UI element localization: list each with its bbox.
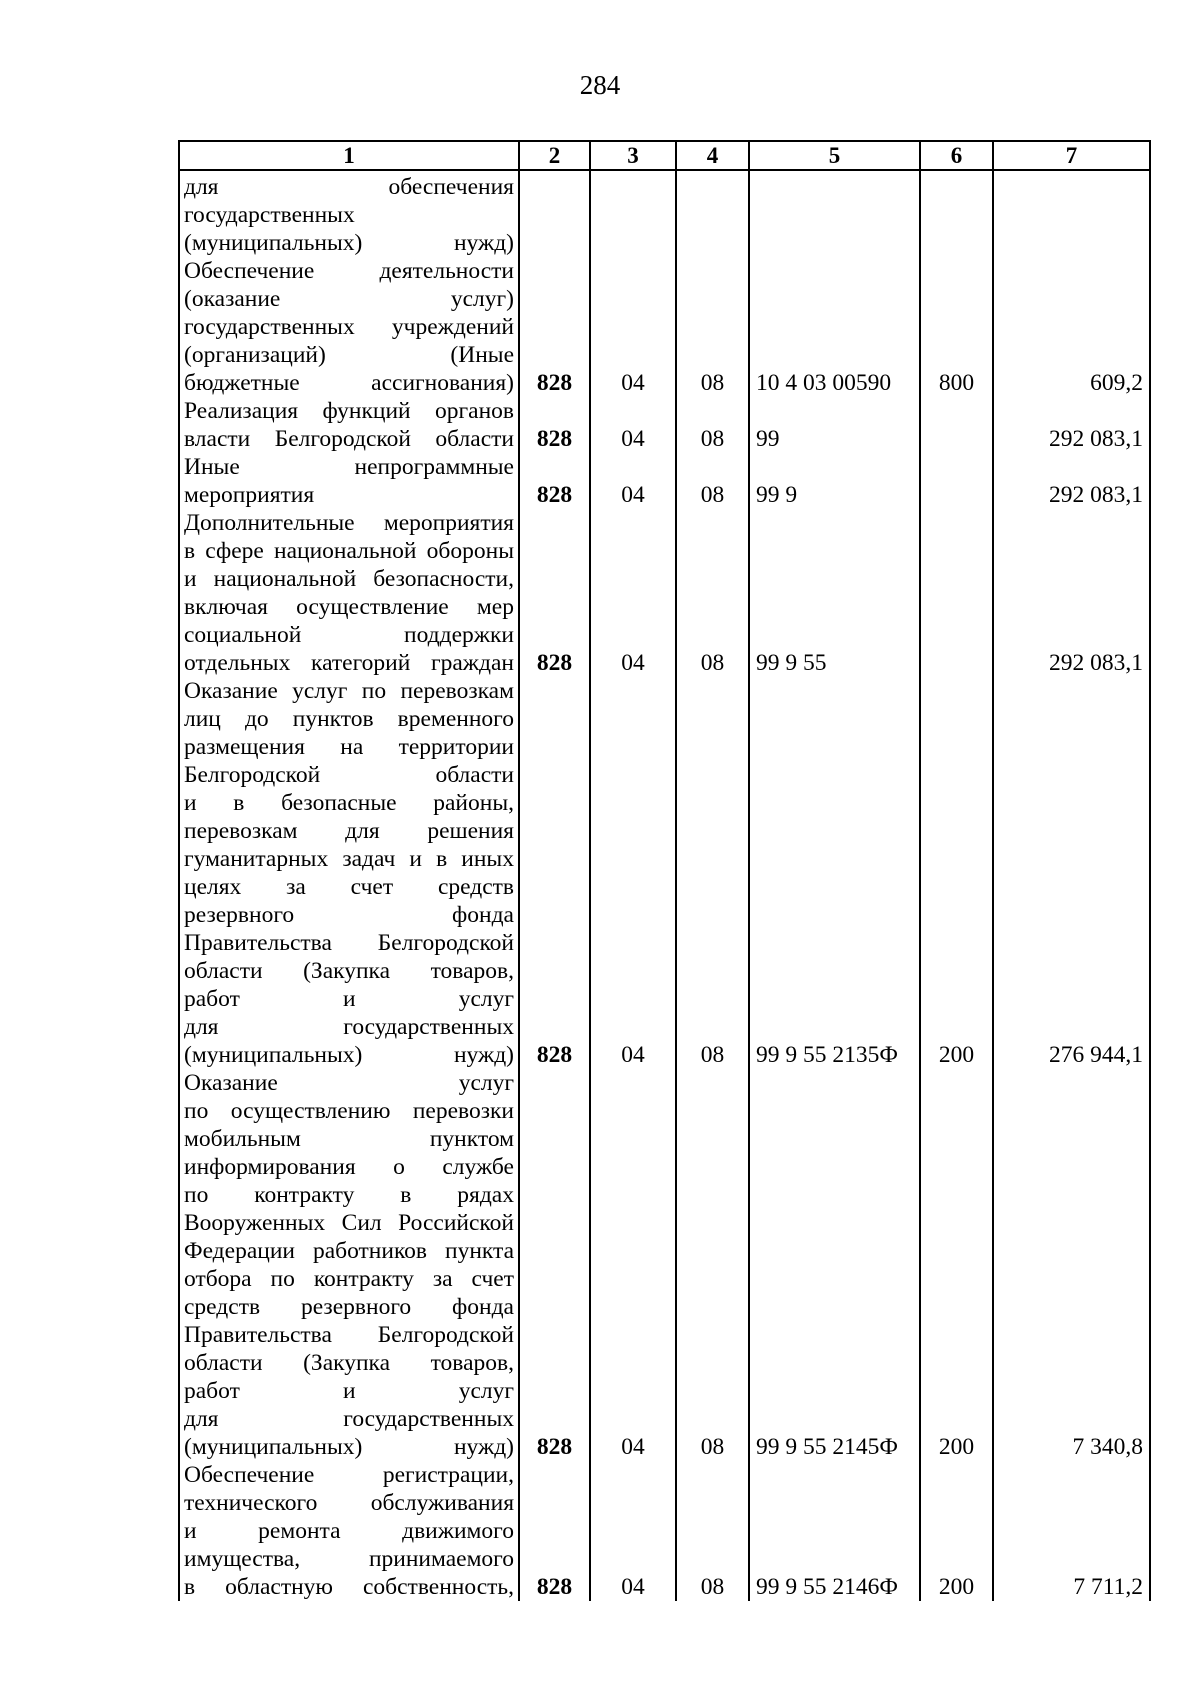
admin-code: 828 [519, 397, 590, 453]
description-line: (муниципальных) нужд) [184, 230, 514, 256]
description-line: целях за счет средств [184, 874, 514, 900]
description-line: для государственных [184, 1406, 514, 1432]
table-row [179, 1461, 1150, 1601]
admin-code: 828 [519, 1461, 590, 1601]
expense-type-code [920, 453, 993, 509]
section-code: 04 [590, 257, 676, 397]
description-line: по осуществлению перевозки [184, 1098, 514, 1124]
description-line: технического обслуживания [184, 1490, 514, 1516]
description-line: размещения на территории [184, 734, 514, 760]
description-line: включая осуществление мер [184, 594, 514, 620]
description-line: Белгородской области [184, 762, 514, 788]
description-line: Оказание услуг по перевозкам [184, 678, 514, 704]
subsection-code: 08 [676, 1461, 749, 1601]
row-description [179, 397, 519, 453]
table-row [179, 453, 1150, 509]
description-line: государственных учреждений [184, 314, 514, 340]
description-line: Правительства Белгородской [184, 930, 514, 956]
expense-type-code [920, 170, 993, 257]
section-code: 04 [590, 397, 676, 453]
target-article-code: 99 9 55 [749, 509, 920, 677]
amount-value [993, 170, 1150, 257]
description-line: для обеспечения [184, 174, 514, 200]
description-line: Иные непрограммные [184, 454, 514, 480]
description-line: бюджетные ассигнования) [184, 370, 514, 396]
budget-table [178, 140, 1151, 1601]
row-description [179, 509, 519, 677]
table-row [179, 257, 1150, 397]
subsection-code: 08 [676, 397, 749, 453]
description-line: (муниципальных) нужд) [184, 1434, 514, 1460]
description-line: средств резервного фонда [184, 1294, 514, 1320]
description-line: работ и услуг [184, 1378, 514, 1404]
section-code: 04 [590, 1461, 676, 1601]
amount-value: 292 083,1 [993, 397, 1150, 453]
amount-value: 7 340,8 [993, 1069, 1150, 1461]
description-line: Дополнительные мероприятия [184, 510, 514, 536]
row-description [179, 453, 519, 509]
row-description [179, 1461, 519, 1601]
description-line: для государственных [184, 1014, 514, 1040]
description-line: гуманитарных задач и в иных [184, 846, 514, 872]
description-line: области (Закупка товаров, [184, 958, 514, 984]
section-code: 04 [590, 1069, 676, 1461]
description-line: мероприятия [184, 482, 315, 508]
description-line: (организаций) (Иные [184, 342, 514, 368]
description-line: в областную собственность, [184, 1574, 514, 1600]
table-row [179, 677, 1150, 1069]
description-line: Оказание услуг [184, 1070, 514, 1096]
description-line: (муниципальных) нужд) [184, 1042, 514, 1068]
description-line: Обеспечение деятельности [184, 258, 514, 284]
description-line: Правительства Белгородской [184, 1322, 514, 1348]
amount-value: 7 711,2 [993, 1461, 1150, 1601]
description-line: работ и услуг [184, 986, 514, 1012]
amount-value: 292 083,1 [993, 509, 1150, 677]
target-article-code: 99 9 55 2146Ф [749, 1461, 920, 1601]
section-code: 04 [590, 677, 676, 1069]
description-line: и в безопасные районы, [184, 790, 514, 816]
description-line: власти Белгородской области [184, 426, 514, 452]
subsection-code: 08 [676, 257, 749, 397]
row-description [179, 170, 519, 257]
subsection-code: 08 [676, 1069, 749, 1461]
description-line: в сфере национальной обороны [184, 538, 514, 564]
target-article-code: 99 9 [749, 453, 920, 509]
target-article-code: 99 9 55 2135Ф [749, 677, 920, 1069]
description-line: резервного фонда [184, 902, 514, 928]
page-number: 284 [579, 70, 621, 100]
header-col-4: 4 [676, 141, 749, 170]
header-col-1: 1 [179, 141, 519, 170]
section-code: 04 [590, 453, 676, 509]
description-line: государственных [184, 202, 355, 228]
amount-value: 609,2 [993, 257, 1150, 397]
section-code [590, 170, 676, 257]
target-article-code: 10 4 03 00590 [749, 257, 920, 397]
header-col-5: 5 [749, 141, 920, 170]
description-line: отбора по контракту за счет [184, 1266, 514, 1292]
description-line: социальной поддержки [184, 622, 514, 648]
description-line: Обеспечение регистрации, [184, 1462, 514, 1488]
subsection-code: 08 [676, 509, 749, 677]
description-line: (оказание услуг) [184, 286, 514, 312]
description-line: и национальной безопасности, [184, 566, 514, 592]
expense-type-code [920, 509, 993, 677]
subsection-code: 08 [676, 453, 749, 509]
header-col-6: 6 [920, 141, 993, 170]
description-line: Вооруженных Сил Российской [184, 1210, 514, 1236]
description-line: лиц до пунктов временного [184, 706, 514, 732]
section-code: 04 [590, 509, 676, 677]
table-row [179, 509, 1150, 677]
row-description [179, 1069, 519, 1461]
admin-code: 828 [519, 509, 590, 677]
subsection-code [676, 170, 749, 257]
subsection-code: 08 [676, 677, 749, 1069]
target-article-code: 99 9 55 2145Ф [749, 1069, 920, 1461]
header-col-7: 7 [993, 141, 1150, 170]
table-body [179, 170, 1150, 1601]
description-line: перевозкам для решения [184, 818, 514, 844]
expense-type-code: 200 [920, 677, 993, 1069]
description-line: мобильным пунктом [184, 1126, 514, 1152]
amount-value: 292 083,1 [993, 453, 1150, 509]
description-line: имущества, принимаемого [184, 1546, 514, 1572]
description-line: отдельных категорий граждан [184, 650, 514, 676]
table-row [179, 1069, 1150, 1461]
target-article-code [749, 170, 920, 257]
description-line: Федерации работников пункта [184, 1238, 514, 1264]
expense-type-code: 800 [920, 257, 993, 397]
row-description [179, 257, 519, 397]
description-line: информирования о службе [184, 1154, 514, 1180]
table-row [179, 170, 1150, 257]
header-col-2: 2 [519, 141, 590, 170]
target-article-code: 99 [749, 397, 920, 453]
admin-code [519, 170, 590, 257]
expense-type-code: 200 [920, 1069, 993, 1461]
expense-type-code [920, 397, 993, 453]
admin-code: 828 [519, 1069, 590, 1461]
table-row [179, 397, 1150, 453]
description-line: и ремонта движимого [184, 1518, 514, 1544]
table-header-row [179, 141, 1150, 170]
amount-value: 276 944,1 [993, 677, 1150, 1069]
expense-type-code: 200 [920, 1461, 993, 1601]
admin-code: 828 [519, 257, 590, 397]
description-line: по контракту в рядах [184, 1182, 514, 1208]
description-line: области (Закупка товаров, [184, 1350, 514, 1376]
row-description [179, 677, 519, 1069]
description-line: Реализация функций органов [184, 398, 514, 424]
admin-code: 828 [519, 677, 590, 1069]
admin-code: 828 [519, 453, 590, 509]
header-col-3: 3 [590, 141, 676, 170]
